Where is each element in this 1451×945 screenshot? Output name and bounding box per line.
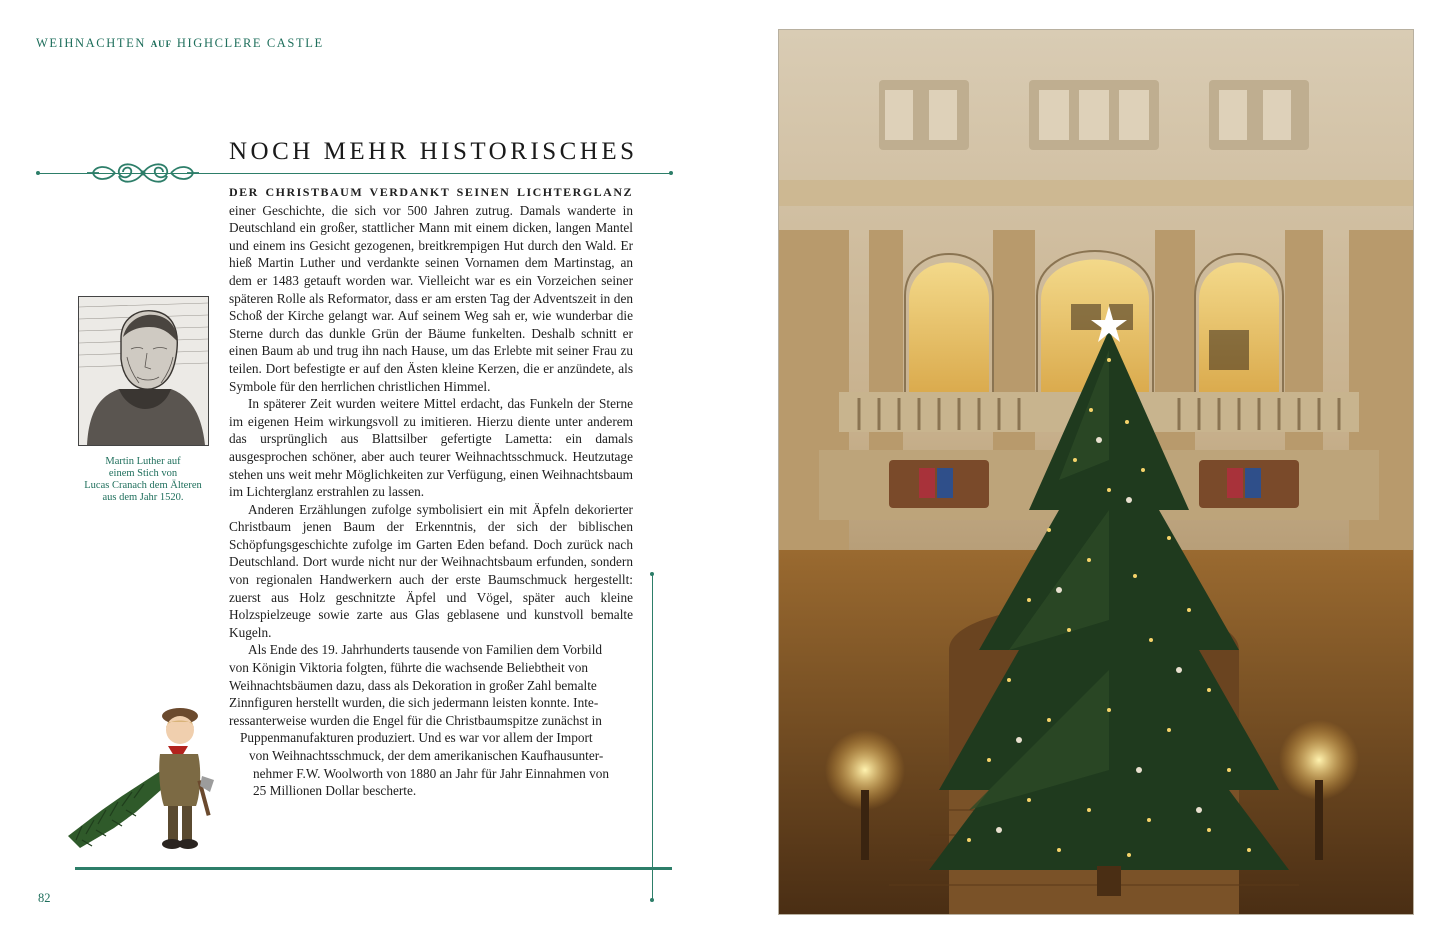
boy-with-tree-illustration [62,700,222,860]
running-head-part3: HIGHCLERE CASTLE [176,36,324,50]
paragraph-4-line: Weihnachtsbäumen dazu, dass als Dekoration in großer Zahl bemalte [229,677,597,693]
paragraph-4-line: von Weihnachtsschmuck, der dem amerikanischen Kaufhausunter- [249,748,604,763]
running-head-part1: WEIHNACHTEN [36,36,146,50]
portrait-caption [70,456,216,504]
caption-line: Martin Luther auf [105,456,181,467]
paragraph-4-line: von Königin Viktoria folgten, führte die wachsende Beliebtheit von [229,660,588,676]
christmas-tree-hall-photo [778,29,1414,915]
paragraph-4-line: Zinnfiguren herstellt wurden, die sich jedermann leisten konnte. Inte- [229,695,599,711]
running-head-part2: AUF [150,39,173,49]
rule-end-dot [650,572,654,576]
castle-hall-christmas-tree-image [779,30,1413,914]
article-body [229,183,633,800]
portrait-engraving-icon [79,297,208,445]
rule-end-dot [669,171,673,175]
paragraph-3: Anderen Erzählungen zufolge symbolisiert ein mit Äpfeln dekorierter Christbaum jenen Baum der Erkenntnis, der sich der biblischen Schöpfungsgeschichte zufolge im Garten Eden befand. Doch zurück nach Deutschland. Dort wurde nicht nur der Weihnachtsbaum erfunden, sondern von regionalen Handwerkern auch der erste Baumschmuck hergestellt: zuerst aus Holz geschnitzte Äpfel und Vögel, später auch kleine Holzspielzeuge sowie zarte aus Glas geblasene und kunstvoll bemalte Kugeln. [229,501,633,640]
page-number: 82 [38,891,51,905]
rule-end-dot [650,898,654,902]
flourish-ornament-icon [85,154,201,192]
paragraph-4-line: Als Ende des 19. Jahrhunderts tausende von Familien dem Vorbild [248,642,603,658]
caption-line: Lucas Cranach dem Älteren [84,480,202,491]
paragraph-4-line: ressanterweise wurden die Engel für die Christbaumspitze zunächst in [229,712,602,728]
page-title: NOCH MEHR HISTORISCHES [229,138,638,165]
paragraph-2: In späterer Zeit wurden weitere Mittel erdacht, das Funkeln der Sterne im eigenen Heim wirkungsvoll zu imitieren. Hierzu diente unter anderem das ursprünglich aus Blattsilber gefertigte Lametta: ein damals ausgesprochen schöner, aber auch teurer Weihnachtsschmuck. Heutzutage stehen uns weit mehr Möglichkeiten zur Verfügung, einen Weihnachtsbaum im Lichterglanz erstrahlen zu lassen. [229,396,633,500]
bottom-rule [75,867,672,870]
vertical-rule [652,574,653,900]
caption-line: aus dem Jahr 1520. [102,492,184,503]
paragraph-4 [229,641,633,799]
paragraph-4-line: 25 Millionen Dollar bescherte. [253,783,417,799]
paragraph-4-line: nehmer F.W. Woolworth von 1880 an Jahr für Jahr Einnahmen von [253,765,610,781]
rule-end-dot [36,171,40,175]
paragraph-1-text: einer Geschichte, die sich vor 500 Jahren zutrug. Damals wanderte in Deutschland ein großer, stattlicher Mann mit einem dicken, langen Mantel und einem ins Gesicht gezogenen, breitkrempigen Hut durch den Wald. Er hieß Martin Luther und verdankte seinen Vornamen dem Martinstag, an dem er 1483 getauft worden war. Vielleicht war es ein Vorzeichen seiner späteren Rolle als Reformator, dass er am ersten Tag der Adventszeit in den Schoß der Kirche gelangt war. Auf seinem Weg sah er, wie wunderbar die Sterne durch das dunkle Grün der Bäume funkelten. Deshalb schnitt er einen Baum ab und trug ihn nach Hause, um das Erlebte mit seiner Frau zu teilen. Dort befestigte er auf den Ästen kleine Kerzen, die er anzündete, als Symbole für den herrlichen christlichen Himmel. [229,202,633,394]
martin-luther-portrait [78,296,209,446]
paragraph-1 [229,183,633,395]
lead-in: DER CHRISTBAUM VERDANKT SEINEN LICHTERGLANZ [229,185,633,199]
caption-line: einem Stich von [108,468,178,479]
paragraph-4-line: Puppenmanufakturen produziert. Und es war vor allem der Import [240,730,593,746]
running-head [36,36,324,51]
